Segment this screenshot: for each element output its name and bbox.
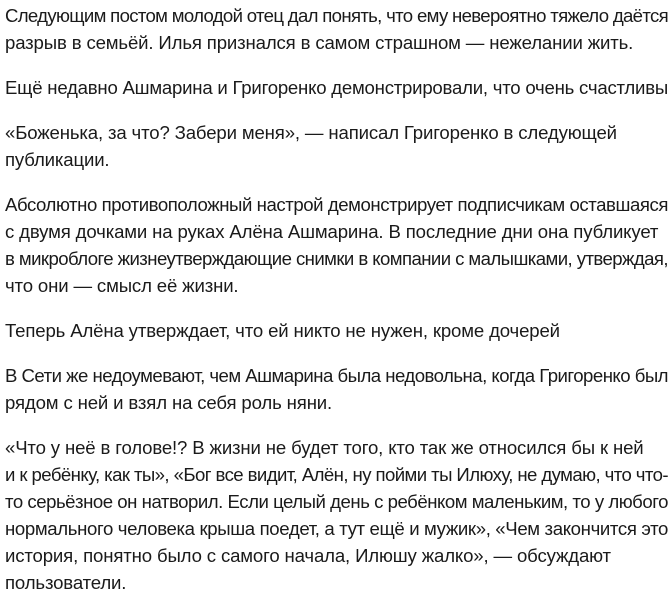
paragraph-line: то серьёзное он натворил. Если целый день с ребёнком маленьким, то у любого (5, 491, 668, 512)
paragraph-line: публикации. (5, 149, 110, 170)
paragraph-line: Абсолютно противоположный настрой демонстрирует подписчикам оставшаяся (5, 194, 668, 215)
paragraph-line: в микроблоге жизнеутверждающие снимки в компании с малышками, утверждая, (5, 248, 668, 269)
paragraph-6 (5, 362, 667, 416)
paragraph-line: В Сети же недоумевают, чем Ашмарина была недовольна, когда Григоренко был (5, 365, 668, 386)
paragraph-line: Ещё недавно Ашмарина и Григоренко демонстрировали, что очень счастливы (5, 77, 668, 98)
paragraph-3 (5, 119, 667, 173)
paragraph-1 (5, 2, 667, 56)
paragraph-7 (5, 434, 667, 596)
paragraph-line: что они — смысл её жизни. (5, 275, 239, 296)
paragraph-5 (5, 317, 667, 344)
paragraph-4 (5, 191, 667, 299)
paragraph-line: Теперь Алёна утверждает, что ей никто не нужен, кроме дочерей (5, 320, 560, 341)
paragraph-2 (5, 74, 667, 101)
paragraph-line: и к ребёнку, как ты», «Бог все видит, Алён, ну пойми ты Илюху, не думаю, что что- (5, 464, 668, 485)
paragraph-line: «Боженька, за что? Забери меня», — написал Григоренко в следующей (5, 122, 617, 143)
article-body (5, 2, 667, 614)
paragraph-line: «Что у неё в голове!? В жизни не будет того, кто так же относился бы к ней (5, 437, 644, 458)
paragraph-line: разрыв в семьёй. Илья признался в самом страшном — нежелании жить. (5, 32, 634, 53)
paragraph-line: рядом с ней и взял на себя роль няни. (5, 392, 333, 413)
paragraph-line: история, понятно было с самого начала, Илюшу жалко», — обсуждают (5, 545, 611, 566)
paragraph-line: нормального человека крыша поедет, а тут ещё и мужик», «Чем закончится это (5, 518, 668, 539)
paragraph-line: с двумя дочками на руках Алёна Ашмарина. В последние дни она публикует (5, 221, 659, 242)
paragraph-line: Следующим постом молодой отец дал понять, что ему невероятно тяжело даётся (5, 5, 668, 26)
paragraph-line: пользователи. (5, 572, 127, 593)
